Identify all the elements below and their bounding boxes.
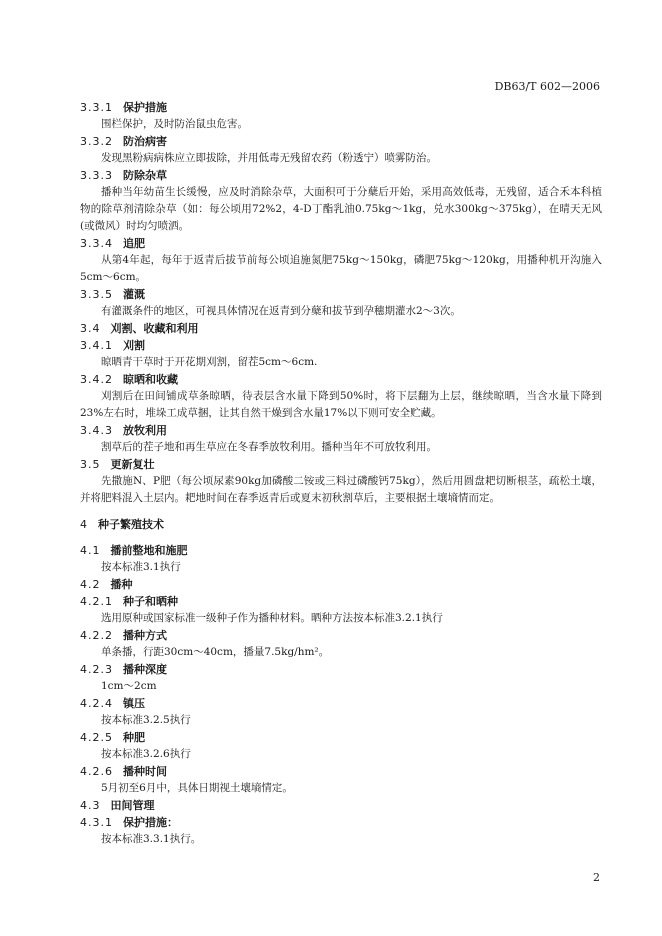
section-title: 防治病害 — [123, 135, 167, 148]
paragraph: 单条播，行距30cm～40cm，播量7.5kg/hm²。 — [101, 646, 330, 658]
section-title: 田间管理 — [110, 799, 155, 812]
section-heading — [80, 542, 602, 559]
section-number: 3.3.1 — [80, 101, 113, 114]
section-heading — [80, 661, 602, 678]
section-heading — [80, 99, 602, 116]
section-number: 4.3 — [80, 799, 101, 812]
paragraph: 从第4年起，每年于返青后拔节前每公顷追施氮肥75kg～150kg，磷肥75kg～120kg，用播种机开沟施入5cm～6cm。 — [80, 254, 602, 283]
section-number: 4.2.4 — [80, 697, 113, 710]
section-heading — [80, 167, 602, 184]
section-heading — [80, 516, 602, 533]
section-number: 4.2.2 — [80, 629, 113, 642]
paragraph: 先撒施N、P肥（每公顷尿素90kg加磷酸二铵或三料过磷酸钙75kg），然后用圆盘耙切断根茎，疏松土壤，并将肥料混入土层内。耙地时间在春季返青后或夏末初秋割草后，主要根据土壤墒情而定。 — [80, 475, 602, 504]
section-title: 灌溉 — [123, 288, 145, 301]
paragraph: 按本标准3.2.6执行 — [101, 748, 191, 760]
section-heading — [80, 422, 602, 439]
section-title: 追肥 — [123, 237, 145, 250]
section-heading — [80, 235, 602, 252]
section-number: 4.1 — [80, 544, 101, 557]
section-heading — [80, 576, 602, 593]
section-heading — [80, 133, 602, 150]
section-number: 4.2.1 — [80, 595, 113, 608]
paragraph: 按本标准3.2.5执行 — [101, 714, 191, 726]
section-number: 3.4.1 — [80, 339, 113, 352]
section-title: 刈割 — [123, 339, 145, 352]
paragraph: 围栏保护，及时防治鼠虫危害。 — [101, 118, 248, 130]
section-heading — [80, 627, 602, 644]
section-heading — [80, 371, 602, 388]
section-number: 4.3.1 — [80, 816, 113, 829]
section-title: 种肥 — [123, 731, 145, 744]
paragraph: 按本标准3.3.1执行。 — [101, 833, 202, 845]
section-title: 种子繁殖技术 — [98, 518, 164, 531]
section-heading — [80, 320, 602, 337]
document-code-header: DB63/T 602—2006 — [494, 80, 600, 93]
section-number: 3.3.5 — [80, 288, 113, 301]
section-heading — [80, 763, 602, 780]
section-number: 4.2.3 — [80, 663, 113, 676]
section-title: 镇压 — [123, 697, 145, 710]
section-title: 播种时间 — [123, 765, 167, 778]
section-heading — [80, 814, 602, 831]
paragraph: 有灌溉条件的地区，可视具体情况在返青到分蘖和拔节到孕穗期灌水2～3次。 — [101, 305, 461, 317]
section-title: 播种方式 — [123, 629, 167, 642]
paragraph: 选用原种或国家标准一级种子作为播种材料。晒种方法按本标准3.2.1执行 — [101, 612, 443, 624]
section-title: 防除杂草 — [123, 169, 167, 182]
section-title: 播种深度 — [123, 663, 167, 676]
section-number: 3.5 — [80, 458, 101, 471]
section-number: 3.3.4 — [80, 237, 113, 250]
section-number: 4.2 — [80, 578, 101, 591]
section-number: 3.4.2 — [80, 373, 113, 386]
section-number: 3.4.3 — [80, 424, 113, 437]
page-number: 2 — [593, 871, 600, 884]
section-title: 保护措施： — [123, 816, 178, 829]
section-title: 播种 — [110, 578, 133, 591]
paragraph: 按本标准3.1执行 — [101, 561, 181, 573]
paragraph: 5月初至6月中，具体日期视土壤墒情定。 — [101, 782, 293, 794]
paragraph: 刈割后在田间铺成草条晾晒，待表层含水量下降到50%时，将下层翻为上层，继续晾晒，当含水量下降到23%左右时，堆垛工成草捆，让其自然干燥到含水量17%以下则可安全贮藏。 — [80, 390, 602, 419]
section-title: 保护措施 — [123, 101, 167, 114]
section-title: 晾晒和收藏 — [123, 373, 178, 386]
section-title: 更新复壮 — [110, 458, 155, 471]
section-heading — [80, 337, 602, 354]
section-number: 4 — [80, 518, 88, 531]
section-title: 刈割、收藏和利用 — [110, 322, 199, 335]
section-number: 4.2.6 — [80, 765, 113, 778]
paragraph: 晾晒青干草时于开花期刈割，留茬5cm～6cm. — [101, 356, 318, 368]
section-heading — [80, 695, 602, 712]
paragraph: 播种当年幼苗生长缓慢，应及时消除杂草，大面积可于分蘖后开始，采用高效低毒，无残留，适合禾本科植物的除草剂清除杂草（如：每公顷用72%2，4-D丁酯乳油0.75kg～1kg，兑水300kg～375kg），在晴天无风(或微风）时均匀喷洒。 — [80, 186, 602, 232]
section-heading — [80, 729, 602, 746]
section-heading — [80, 593, 602, 610]
section-number: 3.3.2 — [80, 135, 113, 148]
section-number: 3.4 — [80, 322, 101, 335]
document-body — [80, 99, 602, 848]
section-heading — [80, 286, 602, 303]
section-number: 4.2.5 — [80, 731, 113, 744]
paragraph: 发现黑粉病病株应立即拔除，并用低毒无残留农药（粉透宁）喷雾防治。 — [101, 152, 437, 164]
section-heading — [80, 456, 602, 473]
section-heading — [80, 797, 602, 814]
section-title: 放牧利用 — [123, 424, 167, 437]
paragraph: 割草后的茬子地和再生草应在冬春季放牧利用。播种当年不可放牧利用。 — [101, 441, 437, 453]
paragraph: 1cm～2cm — [101, 680, 157, 692]
section-title: 播前整地和施肥 — [110, 544, 188, 557]
section-number: 3.3.3 — [80, 169, 113, 182]
section-title: 种子和晒种 — [123, 595, 178, 608]
